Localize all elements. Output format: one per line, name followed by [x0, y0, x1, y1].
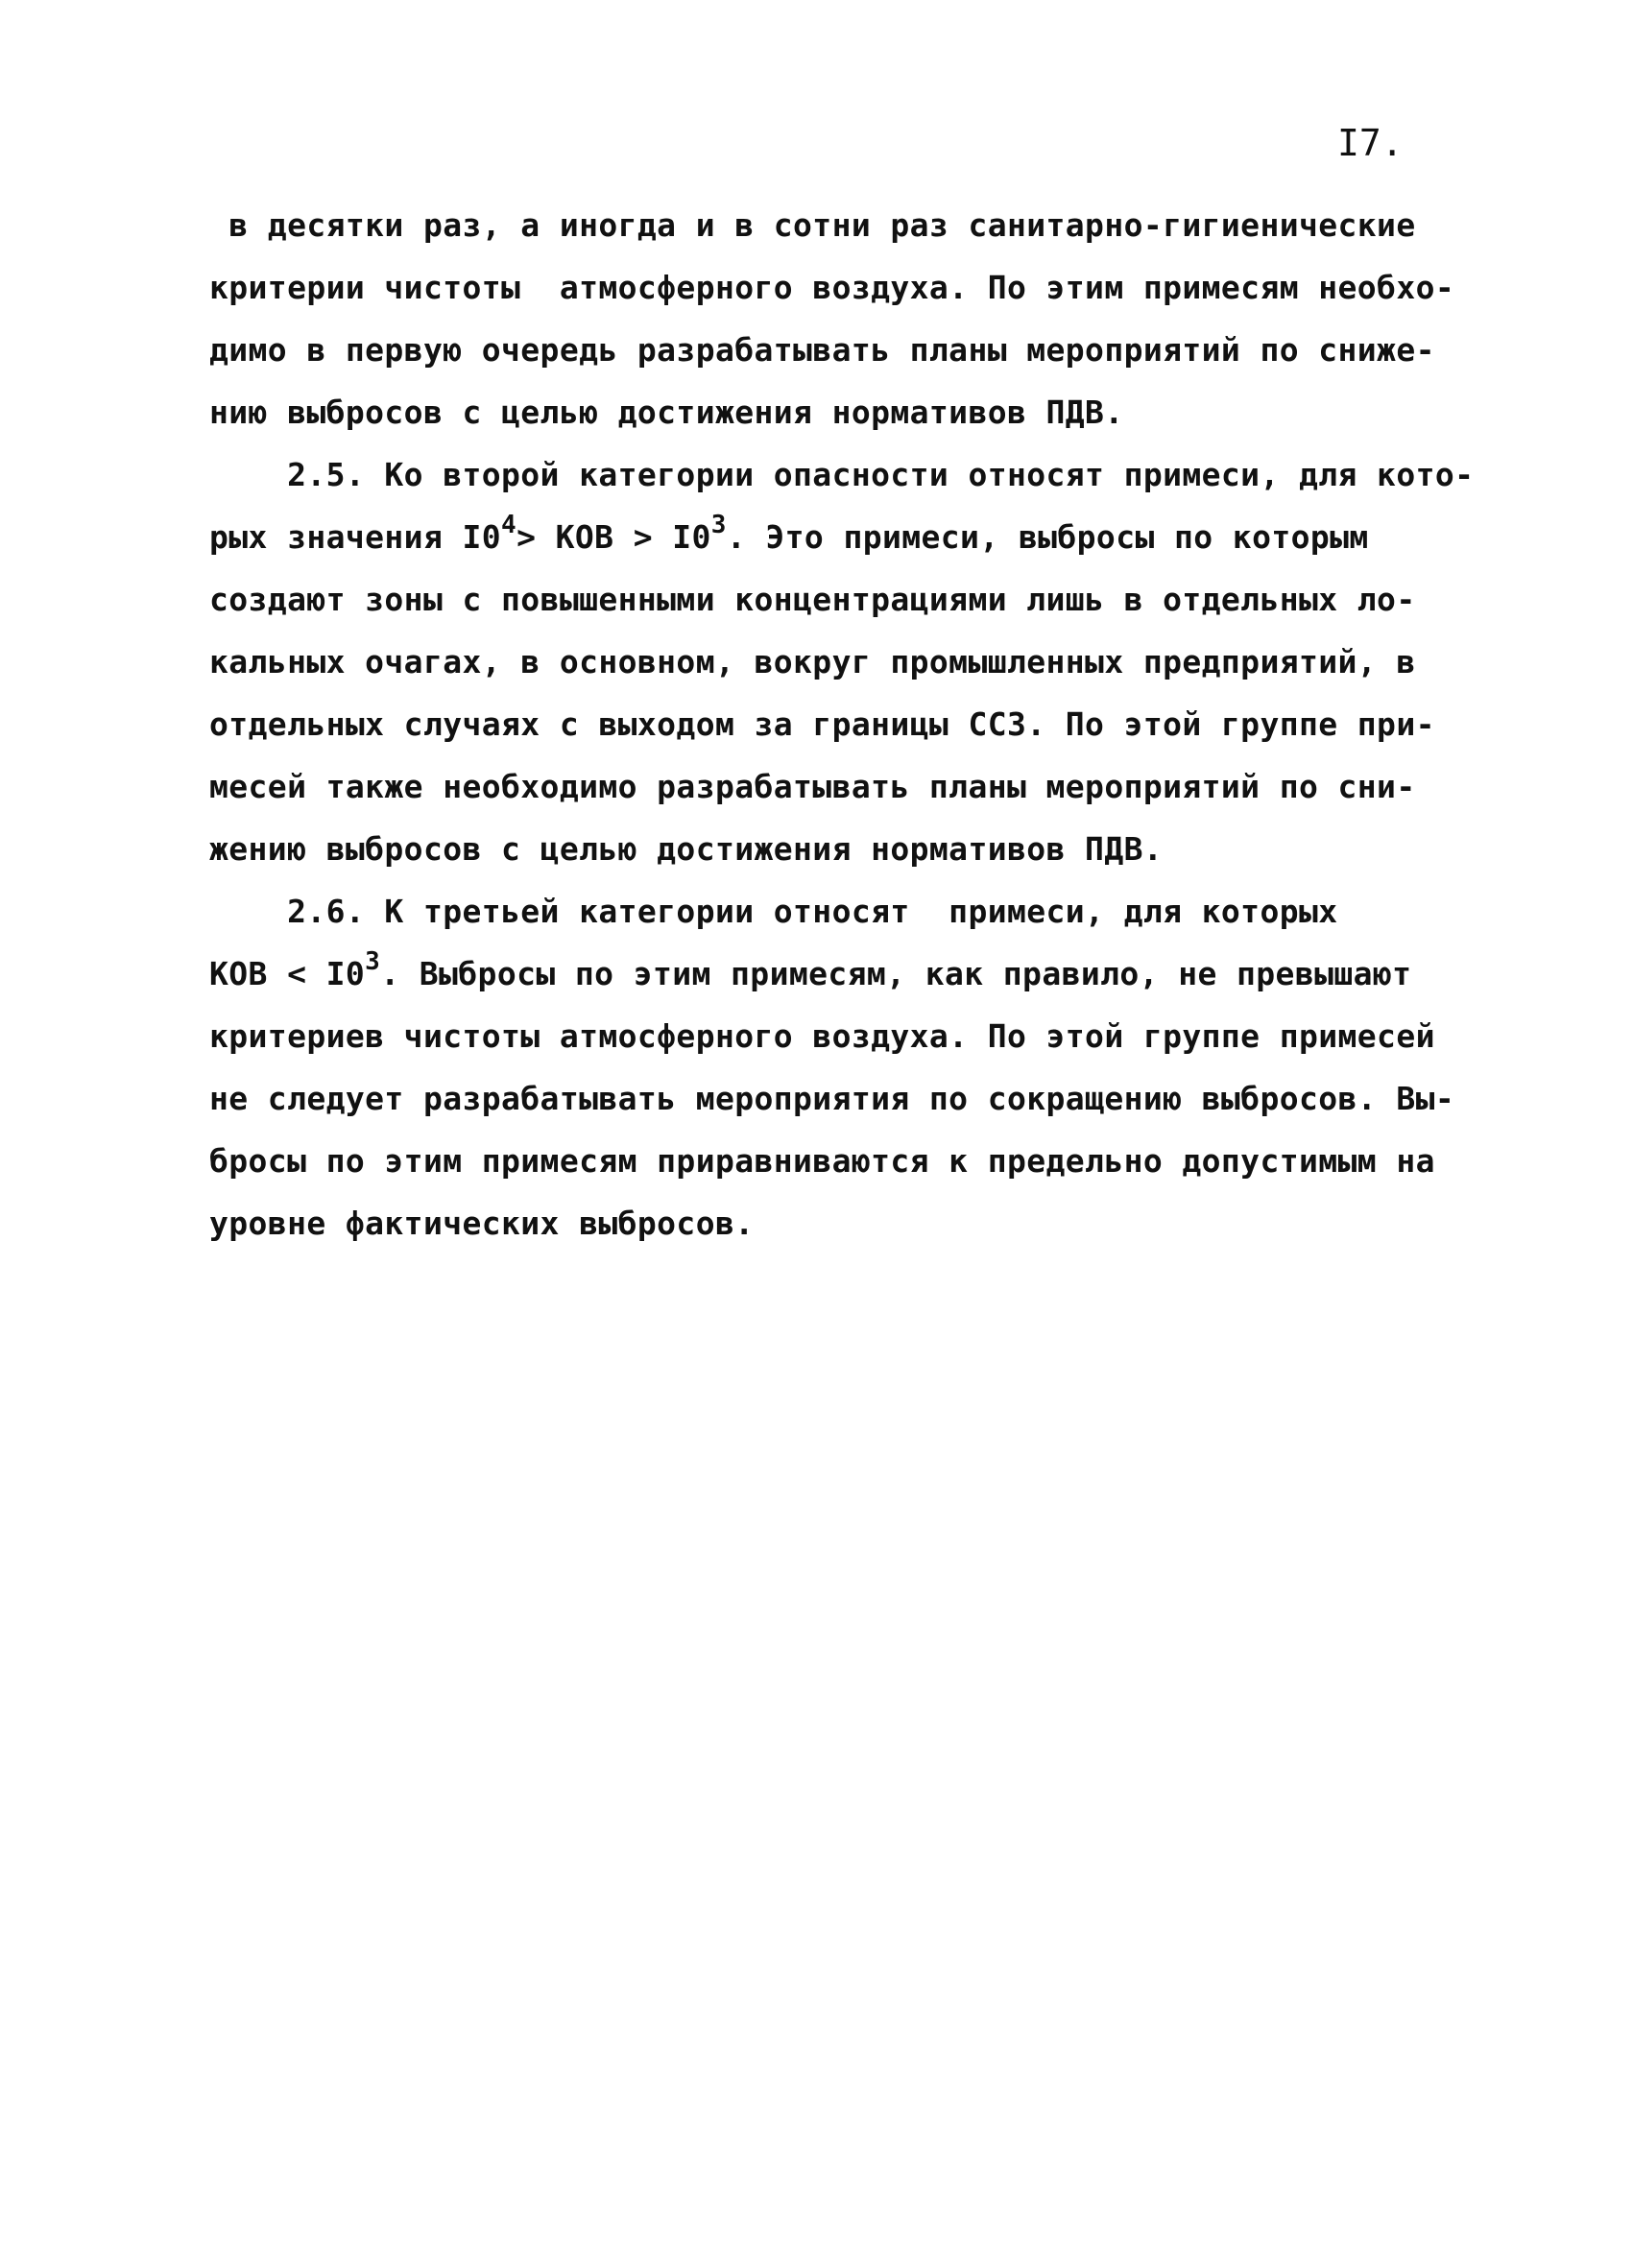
text-line: жению выбросов с целью достижения нормативов ПДВ.: [209, 830, 1164, 868]
superscript: 3: [710, 511, 727, 539]
text-line: месей также необходимо разрабатывать планы мероприятий по сни-: [209, 768, 1416, 805]
text-line: в десятки раз, а иногда и в сотни раз санитарно-гигиенические: [209, 206, 1416, 244]
text-line: создают зоны с повышенными концентрациями лишь в отдельных ло-: [209, 581, 1416, 618]
text-fragment: I0: [462, 518, 502, 556]
text-line: уровне фактических выбросов.: [209, 1205, 755, 1242]
superscript: 4: [501, 511, 517, 539]
text-line: 2.6. К третьей категории относят примеси, для которых: [209, 893, 1338, 930]
text-line: отдельных случаях с выходом за границы ССЗ. По этой группе при-: [209, 705, 1435, 743]
text-line-formula: [209, 947, 1412, 992]
text-line: кальных очагах, в основном, вокруг промышленных предприятий, в: [209, 643, 1416, 680]
text-line: нию выбросов с целью достижения нормативов ПДВ.: [209, 394, 1124, 431]
text-line: критериев чистоты атмосферного воздуха. По этой группе примесей: [209, 1017, 1435, 1055]
superscript: 3: [365, 947, 381, 976]
text-fragment: КОВ < I0: [209, 955, 366, 992]
text-line: димо в первую очередь разрабатывать планы мероприятий по сниже-: [209, 331, 1435, 369]
text-line: 2.5. Ко второй категории опасности относят примеси, для кото-: [209, 456, 1475, 493]
text-line: не следует разрабатывать мероприятия по сокращению выбросов. Вы-: [209, 1080, 1455, 1117]
text-fragment: . Это примеси, выбросы по которым: [726, 518, 1369, 556]
text-line: критерии чистоты атмосферного воздуха. По этим примесям необхо-: [209, 269, 1455, 306]
page-number: I7.: [1337, 122, 1404, 164]
text-fragment: > КОВ > I0: [516, 518, 711, 556]
text-fragment: рых значения: [209, 518, 463, 556]
text-line: бросы по этим примесям приравниваются к предельно допустимым на: [209, 1142, 1435, 1180]
text-line-formula: [209, 511, 1369, 556]
text-fragment: . Выбросы по этим примесям, как правило, не превышают: [380, 955, 1412, 992]
